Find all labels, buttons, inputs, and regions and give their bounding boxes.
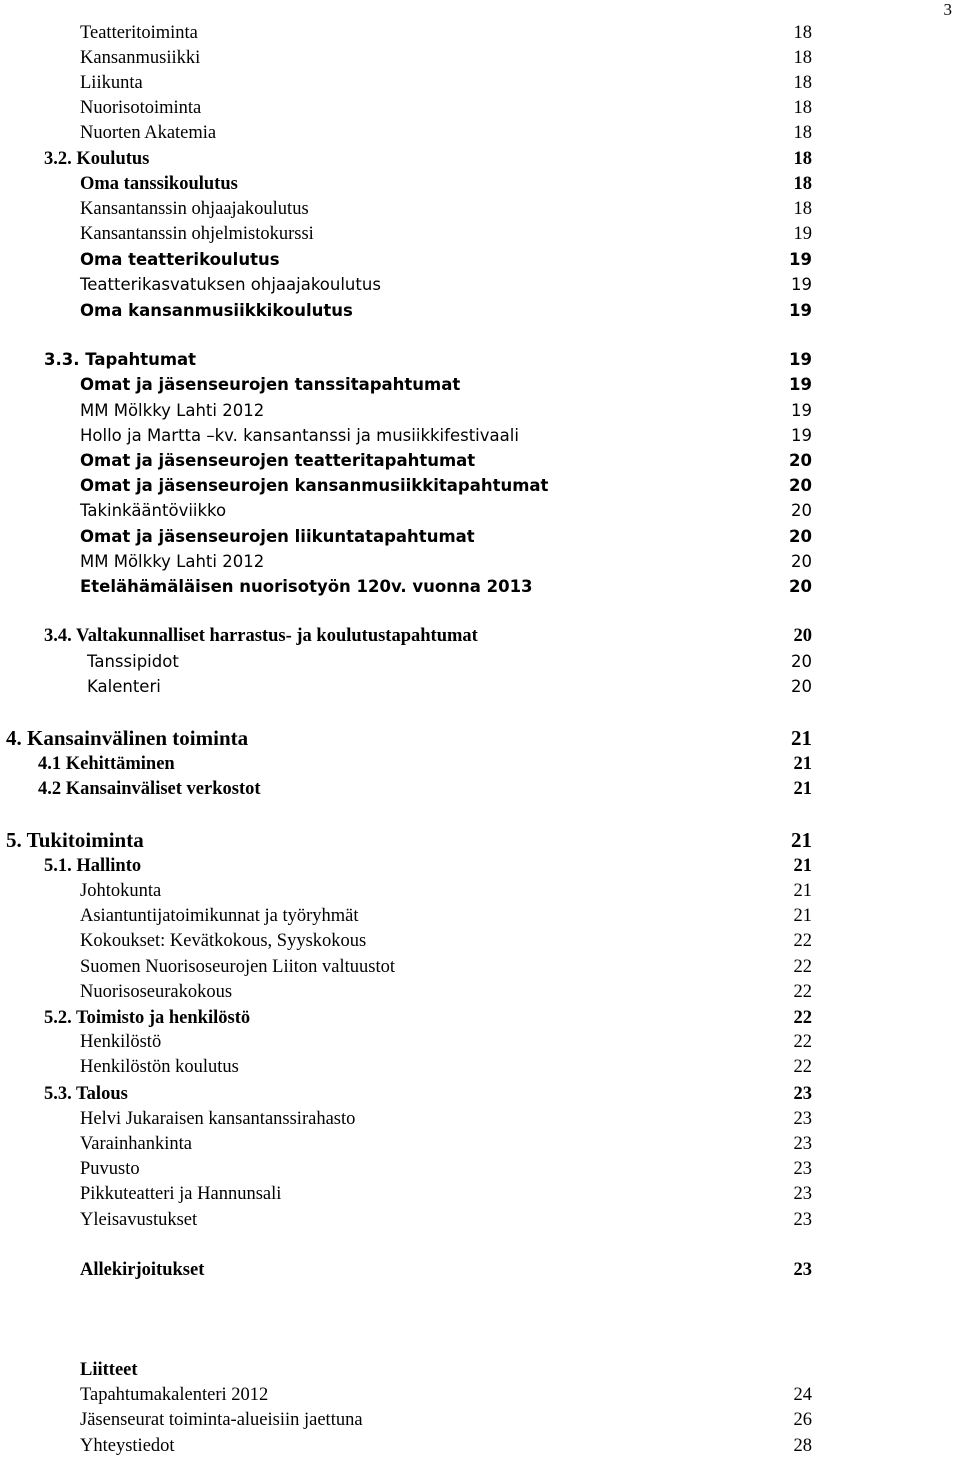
toc-entry-page: 19 <box>791 425 812 445</box>
toc-entry <box>0 904 960 929</box>
toc-entry <box>0 649 960 674</box>
toc-entry-page: 23 <box>793 1083 812 1104</box>
toc-entry-title: Liitteet <box>80 1359 138 1380</box>
toc-entry-title: 4.1 Kehittäminen <box>38 753 175 774</box>
toc-entry <box>0 752 960 777</box>
toc-entry <box>0 46 960 71</box>
toc-entry-page: 22 <box>793 930 812 951</box>
toc-entry-page: 28 <box>793 1435 812 1456</box>
toc-entry-title: MM Mölkky Lahti 2012 <box>80 551 265 571</box>
toc-entry-page: 23 <box>793 1209 812 1230</box>
toc-entry <box>0 423 960 448</box>
page-number: 3 <box>943 0 952 19</box>
toc-entry-title: Pikkuteatteri ja Hannunsali <box>80 1183 282 1204</box>
toc-entry-page: 20 <box>791 500 812 520</box>
toc-entry <box>0 854 960 879</box>
toc-entry <box>0 955 960 980</box>
toc-entry-title: Johtokunta <box>80 880 162 901</box>
toc-entry <box>0 574 960 599</box>
toc-entry-title: 5.2. Toimisto ja henkilöstö <box>44 1007 251 1028</box>
toc-entry <box>0 398 960 423</box>
toc-entry-page: 18 <box>793 122 812 143</box>
toc-entry <box>0 1434 960 1459</box>
toc-entry-page: 21 <box>793 778 812 799</box>
toc-entry-title: Liikunta <box>80 72 143 93</box>
toc-entry-page: 22 <box>793 1007 812 1028</box>
toc-entry-title: 3.4. Valtakunnalliset harrastus- ja koulutustapahtumat <box>44 625 478 646</box>
toc-entry-title: Omat ja jäsenseurojen kansanmusiikkitapahtumat <box>80 475 549 495</box>
toc-entry <box>0 21 960 46</box>
toc-entry-title: Omat ja jäsenseurojen teatteritapahtumat <box>80 450 476 470</box>
toc-entry <box>0 624 960 649</box>
toc-entry-title: Nuorisotoiminta <box>80 97 202 118</box>
toc-entry <box>0 96 960 121</box>
toc-entry <box>0 172 960 197</box>
toc-entry-page: 23 <box>793 1259 812 1280</box>
toc-entry-title: Oma teatterikoulutus <box>80 249 280 269</box>
toc-entry <box>0 1358 960 1383</box>
toc-entry <box>0 222 960 247</box>
toc-entry <box>0 1182 960 1207</box>
toc-entry <box>0 121 960 146</box>
toc-entry-title: 3.2. Koulutus <box>44 148 150 169</box>
toc-entry-page: 26 <box>793 1409 812 1430</box>
toc-entry-page: 21 <box>793 753 812 774</box>
toc-entry-title: 4. Kansainvälinen toiminta <box>6 725 249 750</box>
toc-entry-title: Nuorisoseurakokous <box>80 981 233 1002</box>
toc-entry <box>0 1006 960 1031</box>
toc-entry <box>0 448 960 473</box>
toc-entry <box>0 674 960 699</box>
toc-entry-page: 19 <box>793 223 812 244</box>
toc-entry-page: 22 <box>793 1031 812 1052</box>
toc-entry-page: 24 <box>793 1384 812 1405</box>
toc-entry <box>0 1208 960 1233</box>
toc-entry-page: 21 <box>791 725 812 750</box>
toc-entry-page: 21 <box>793 880 812 901</box>
toc-entry-title: Etelähämäläisen nuorisotyön 120v. vuonna 2013 <box>80 576 533 596</box>
toc-entry-page: 21 <box>793 855 812 876</box>
toc-entry-title: Jäsenseurat toiminta-alueisiin jaettuna <box>80 1409 363 1430</box>
toc-entry-page: 20 <box>791 551 812 571</box>
toc-entry-title: Nuorten Akatemia <box>80 122 217 143</box>
toc-entry-title: Omat ja jäsenseurojen tanssitapahtumat <box>80 374 461 394</box>
toc-entry <box>0 247 960 272</box>
toc-entry <box>0 1408 960 1433</box>
toc-entry-page: 18 <box>793 198 812 219</box>
toc-entry <box>0 1082 960 1107</box>
toc-entry-page: 18 <box>793 148 812 169</box>
toc-entry-title: Asiantuntijatoimikunnat ja työryhmät <box>80 905 359 926</box>
toc-entry <box>0 879 960 904</box>
toc-entry-title: Yleisavustukset <box>80 1209 198 1230</box>
toc-entry <box>0 272 960 297</box>
toc-entry <box>0 347 960 372</box>
toc-entry-page: 19 <box>789 374 812 394</box>
toc-entry-title: Kalenteri <box>87 676 161 696</box>
toc-entry-title: Kansanmusiikki <box>80 47 201 68</box>
toc-entry-title: Henkilöstön koulutus <box>80 1056 239 1077</box>
toc-entry-title: Yhteystiedot <box>80 1435 175 1456</box>
toc-entry-page: 18 <box>793 72 812 93</box>
toc-entry-title: MM Mölkky Lahti 2012 <box>80 400 265 420</box>
toc-entry <box>0 1107 960 1132</box>
toc-entry-page: 21 <box>791 827 812 852</box>
toc-entry-title: Oma kansanmusiikkikoulutus <box>80 300 353 320</box>
toc-entry <box>0 980 960 1005</box>
toc-entry-page: 19 <box>791 400 812 420</box>
toc-entry-page: 18 <box>793 22 812 43</box>
toc-entry <box>0 1157 960 1182</box>
toc-entry-page: 20 <box>789 576 812 596</box>
toc-entry-title: Kansantanssin ohjaajakoulutus <box>80 198 309 219</box>
toc-entry <box>0 726 960 751</box>
toc-entry-page: 20 <box>791 676 812 696</box>
toc-entry-page: 19 <box>789 249 812 269</box>
toc-entry-page: 20 <box>793 625 812 646</box>
toc-entry-page: 22 <box>793 1056 812 1077</box>
toc-entry-title: Oma tanssikoulutus <box>80 173 238 194</box>
toc-entry <box>0 777 960 802</box>
toc-entry-title: Teatteritoiminta <box>80 22 198 43</box>
toc-entry-title: Tapahtumakalenteri 2012 <box>80 1384 269 1405</box>
toc-entry-title: 5. Tukitoiminta <box>6 827 144 852</box>
toc-entry-title: Teatterikasvatuksen ohjaajakoulutus <box>80 274 381 294</box>
toc-entry-page: 19 <box>791 274 812 294</box>
toc-entry-title: Tanssipidot <box>87 651 179 671</box>
toc-entry-page: 21 <box>793 905 812 926</box>
toc-entry-page: 20 <box>789 475 812 495</box>
toc-entry-page: 18 <box>793 47 812 68</box>
toc-entry-page: 18 <box>793 173 812 194</box>
toc-entry-page: 20 <box>791 651 812 671</box>
toc-entry-title: Henkilöstö <box>80 1031 162 1052</box>
toc-entry-title: Kansantanssin ohjelmistokurssi <box>80 223 314 244</box>
toc-entry-title: 5.1. Hallinto <box>44 855 142 876</box>
toc-entry-title: Helvi Jukaraisen kansantanssirahasto <box>80 1108 356 1129</box>
toc-entry-page: 23 <box>793 1133 812 1154</box>
toc-entry-page: 18 <box>793 97 812 118</box>
toc-entry <box>0 1258 960 1283</box>
toc-entry-title: 5.3. Talous <box>44 1083 128 1104</box>
toc-entry-page: 19 <box>789 349 812 369</box>
toc-entry <box>0 1132 960 1157</box>
toc-entry-page: 19 <box>789 300 812 320</box>
toc-entry-page: 23 <box>793 1108 812 1129</box>
toc-entry-title: Varainhankinta <box>80 1133 192 1154</box>
toc-entry-title: Omat ja jäsenseurojen liikuntatapahtumat <box>80 526 475 546</box>
toc-entry-page: 20 <box>789 526 812 546</box>
toc-entry <box>0 549 960 574</box>
toc-entry-title: 4.2 Kansainväliset verkostot <box>38 778 261 799</box>
toc-entry <box>0 197 960 222</box>
toc-entry-page: 20 <box>789 450 812 470</box>
toc-entry <box>0 828 960 853</box>
toc-entry <box>0 298 960 323</box>
toc-entry-page: 22 <box>793 956 812 977</box>
toc-entry-page: 22 <box>793 981 812 1002</box>
toc-entry-title: Takinkääntöviikko <box>80 500 227 520</box>
toc-entry-title: Hollo ja Martta –kv. kansantanssi ja musiikkifestivaali <box>80 425 519 445</box>
toc-entry-title: Suomen Nuorisoseurojen Liiton valtuustot <box>80 956 395 977</box>
toc-entry-title: Puvusto <box>80 1158 140 1179</box>
toc-entry-title: Allekirjoitukset <box>80 1259 205 1280</box>
toc-entry <box>0 372 960 397</box>
toc-entry-title: Kokoukset: Kevätkokous, Syyskokous <box>80 930 367 951</box>
toc-entry-page: 23 <box>793 1183 812 1204</box>
toc-entry <box>0 1383 960 1408</box>
toc-entry-title: 3.3. Tapahtumat <box>44 349 197 369</box>
toc-entry <box>0 498 960 523</box>
toc-entry <box>0 147 960 172</box>
toc-entry-page: 23 <box>793 1158 812 1179</box>
toc-entry <box>0 473 960 498</box>
toc-entry <box>0 524 960 549</box>
toc-entry <box>0 1055 960 1080</box>
toc-entry <box>0 71 960 96</box>
toc-entry <box>0 929 960 954</box>
toc-entry <box>0 1030 960 1055</box>
